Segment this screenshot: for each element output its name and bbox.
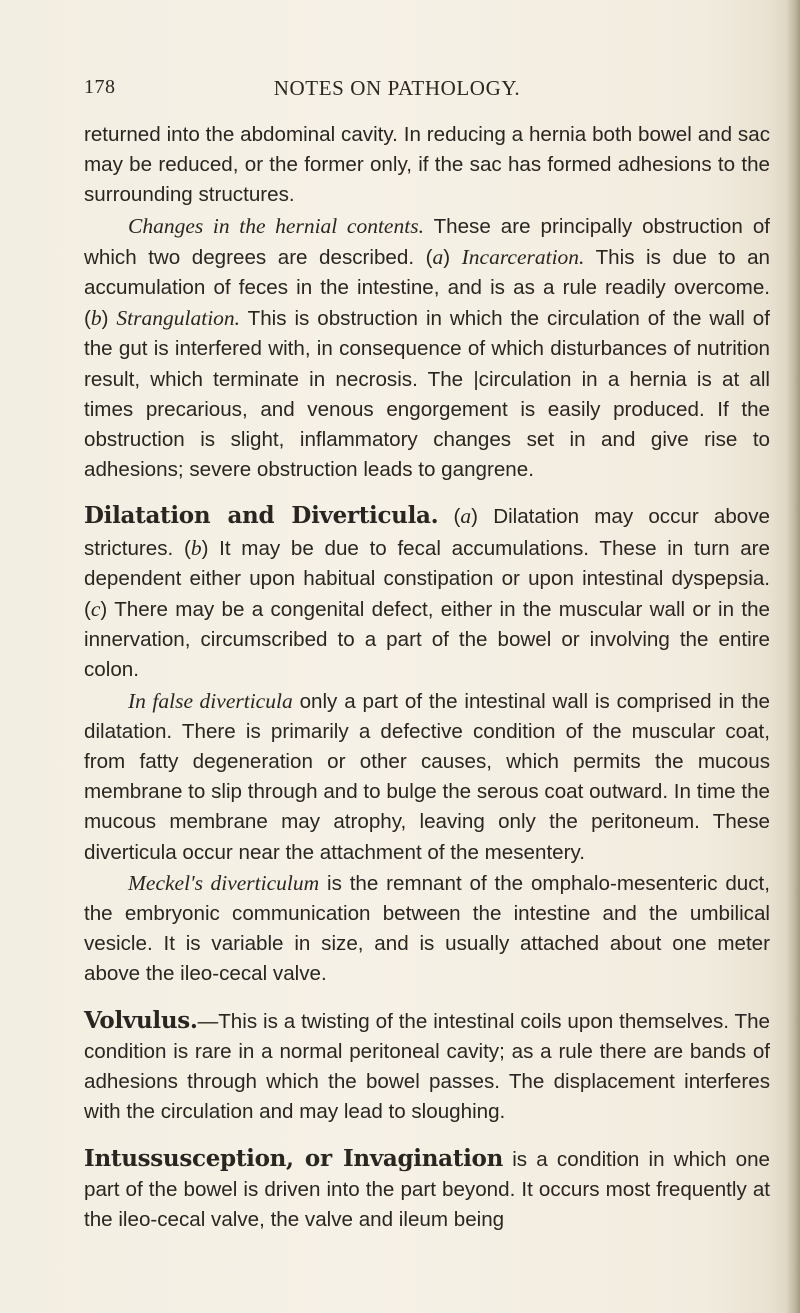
marker-a: a xyxy=(460,504,472,529)
paragraph-text: returned into the abdominal cavity. In reducing a hernia both bowel and sac may be reduced, or the former only, if the sac has formed adhesions to the surrounding structures. xyxy=(84,123,770,207)
italic-lead: Changes in the hernial contents. xyxy=(128,213,424,238)
page-number: 178 xyxy=(84,76,116,98)
section-heading-volvulus: Volvulus. xyxy=(84,1006,198,1034)
paragraph-hernia-continued xyxy=(84,120,770,211)
paragraph-dilatation: Dilatation and Diverticula. (a) Dilatation may occur above strictures. (b) It may be due to fecal accumulations. These in turn are dependent either upon habitual constipation or upon intestinal dyspepsia. (c) There may be a congenital defect, either in the muscular wall or in the innervation, circumscribed to a part of the bowel or involving the entire colon. xyxy=(84,502,770,682)
italic-lead: Meckel's diverticulum xyxy=(128,870,320,895)
body-text xyxy=(84,120,770,1235)
section-heading-dilatation: Dilatation and Diverticula. xyxy=(84,502,439,530)
page-header xyxy=(84,76,770,106)
term-strangulation: Strangulation. xyxy=(116,306,241,331)
paragraph-volvulus: Volvulus.—This is a twisting of the intestinal coils upon themselves. The condition is rare in a normal peritoneal cavity; as a rule there are bands of adhesions through which the bowel passes. The displacement interferes with the circulation and may lead to sloughing. xyxy=(84,1006,770,1124)
paragraph-intussusception: Intussusception, or Invagination is a condition in which one part of the bowel is driven into the part beyond. It occurs most frequently at the ileo-cecal valve, the valve and ileum being xyxy=(84,1144,770,1231)
running-title: NOTES ON PATHOLOGY. xyxy=(273,76,521,100)
paragraph-meckel: Meckel's diverticulum is the remnant of the omphalo-mesenteric duct, the embryonic communication between the intestine and the umbilical vesicle. It is variable in size, and is usually attached about one meter above the ileo-cecal valve. xyxy=(84,870,771,986)
section-heading-intussusception: Intussusception, or Invagination xyxy=(84,1144,503,1172)
paragraph-hernial-contents: Changes in the hernial contents. These are principally obstruction of which two degrees are described. (a) Incarceration. This is due to an accumulation of feces in the intestine, and is as a rule readily overcome. (b) Strangulation. This is obstruction in which the circulation of the wall of the gut is interfered with, in consequence of which disturbances of nutrition result, which terminate in necrosis. The |circulation in a hernia is at all times precarious, and venous engorgement is easily produced. If the obstruction is slight, inflammatory changes set in and give rise to adhesions; severe obstruction leads to gangrene. xyxy=(84,213,771,482)
marker-a: a xyxy=(432,244,444,269)
italic-lead: In false diverticula xyxy=(128,688,293,713)
term-incarceration: Incarceration. xyxy=(461,244,585,269)
marker-c: c xyxy=(90,597,101,622)
marker-b: b xyxy=(90,306,102,331)
paragraph-false-diverticula: In false diverticula only a part of the intestinal wall is comprised in the dilatation. There is primarily a defective condition of the muscular coat, from fatty degeneration or other causes, which permits the mucous membrane to slip through and to bulge the serous coat outward. In time the mucous membrane may atrophy, leaving only the peritoneum. These diverticula occur near the attachment of the mesentery. xyxy=(84,688,771,864)
page-edge-shadow xyxy=(786,0,800,1313)
marker-b: b xyxy=(190,535,202,560)
